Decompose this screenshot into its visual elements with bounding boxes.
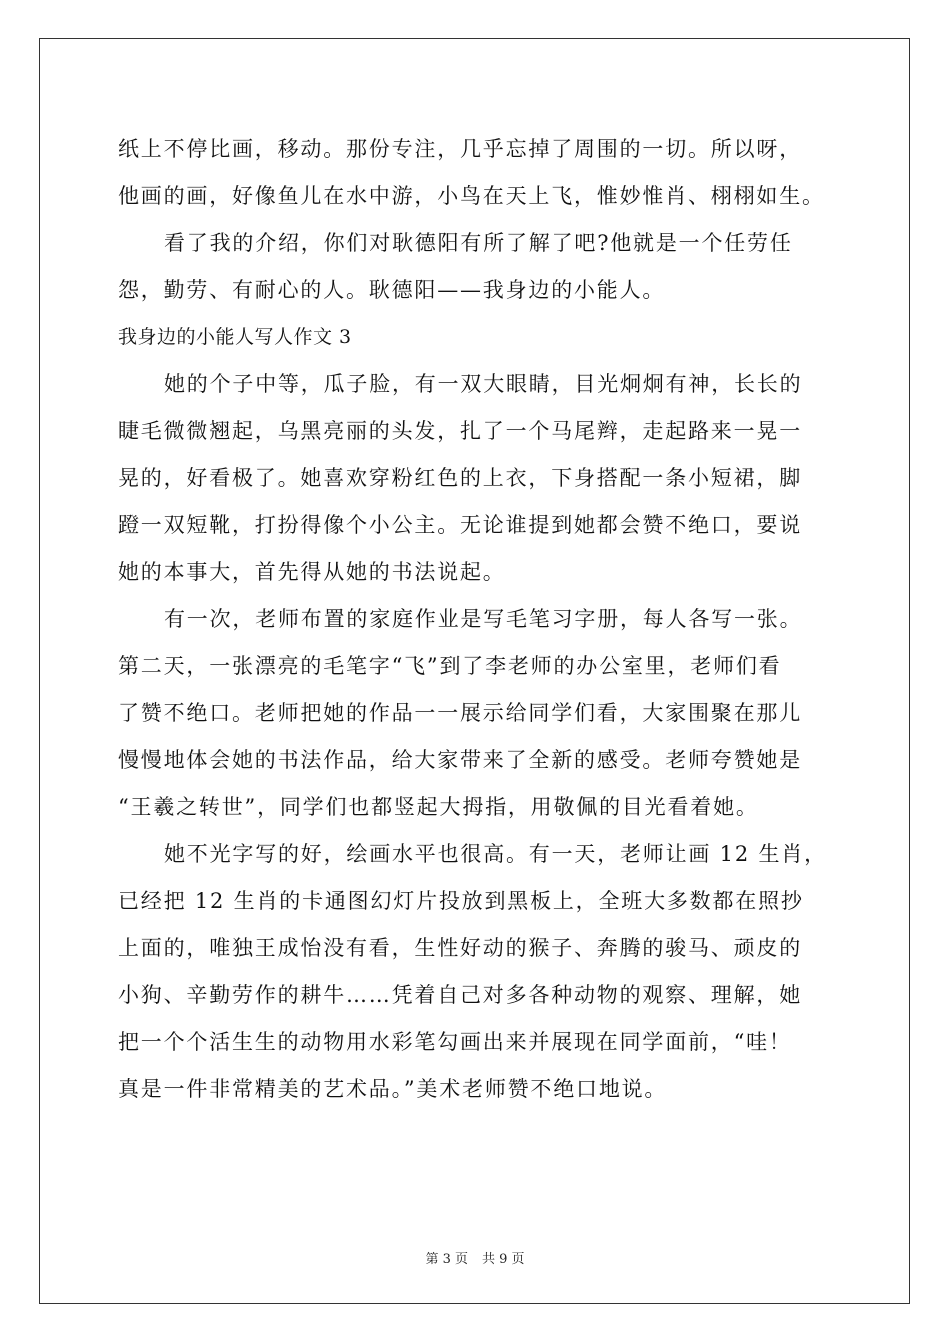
text-line: 晃的，好看极了。她喜欢穿粉红色的上衣，下身搭配一条小短裙，脚 (118, 466, 802, 490)
text-line: 纸上不停比画，移动。那份专注，几乎忘掉了周围的一切。所以呀， (118, 137, 802, 161)
page-number: 第 3 页 (425, 1252, 468, 1267)
text-line: 怨，勤劳、有耐心的人。耿德阳——我身边的小能人。 (118, 278, 666, 302)
paragraph-start-line: 她不光字写的好，绘画水平也很高。有一天，老师让画 12 生肖， (164, 842, 827, 866)
section-heading: 我身边的小能人写人作文 3 (118, 326, 352, 348)
text-line: “王羲之转世”，同学们也都竖起大拇指，用敬佩的目光看着她。 (118, 795, 759, 819)
text-line: 把一个个活生生的动物用水彩笔勾画出来并展现在同学面前，“哇！ (118, 1030, 792, 1054)
text-line: 上面的，唯独王成怡没有看，生性好动的猴子、奔腾的骏马、顽皮的 (118, 936, 802, 960)
document-body (118, 126, 838, 1113)
text-line: 真是一件非常精美的艺术品。”美术老师赞不绝口地说。 (118, 1077, 668, 1101)
text-line: 小狗、辛勤劳作的耕牛……凭着自己对多各种动物的观察、理解，她 (118, 983, 802, 1007)
text-line: 她的本事大，首先得从她的书法说起。 (118, 560, 506, 584)
page-footer (0, 1248, 950, 1267)
text-line: 蹬一双短靴，打扮得像个小公主。无论谁提到她都会赞不绝口，要说 (118, 513, 802, 537)
text-line: 第二天，一张漂亮的毛笔字“飞”到了李老师的办公室里，老师们看 (118, 654, 782, 678)
text-line: 睫毛微微翘起，乌黑亮丽的头发，扎了一个马尾辫，走起路来一晃一 (118, 419, 802, 443)
text-line: 已经把 12 生肖的卡通图幻灯片投放到黑板上，全班大多数都在照抄 (118, 889, 804, 913)
page-total: 共 9 页 (482, 1252, 525, 1267)
text-line: 慢慢地体会她的书法作品，给大家带来了全新的感受。老师夸赞她是 (118, 748, 802, 772)
paragraph-start-line: 看了我的介绍，你们对耿德阳有所了解了吧?他就是一个任劳任 (164, 231, 793, 255)
paragraph-start-line: 她的个子中等，瓜子脸，有一双大眼睛，目光炯炯有神，长长的 (164, 372, 803, 396)
text-line: 他画的画，好像鱼儿在水中游，小鸟在天上飞，惟妙惟肖、栩栩如生。 (118, 184, 825, 208)
paragraph-start-line: 有一次，老师布置的家庭作业是写毛笔习字册，每人各写一张。 (164, 607, 803, 631)
text-line: 了赞不绝口。老师把她的作品一一展示给同学们看，大家围聚在那儿 (118, 701, 802, 725)
